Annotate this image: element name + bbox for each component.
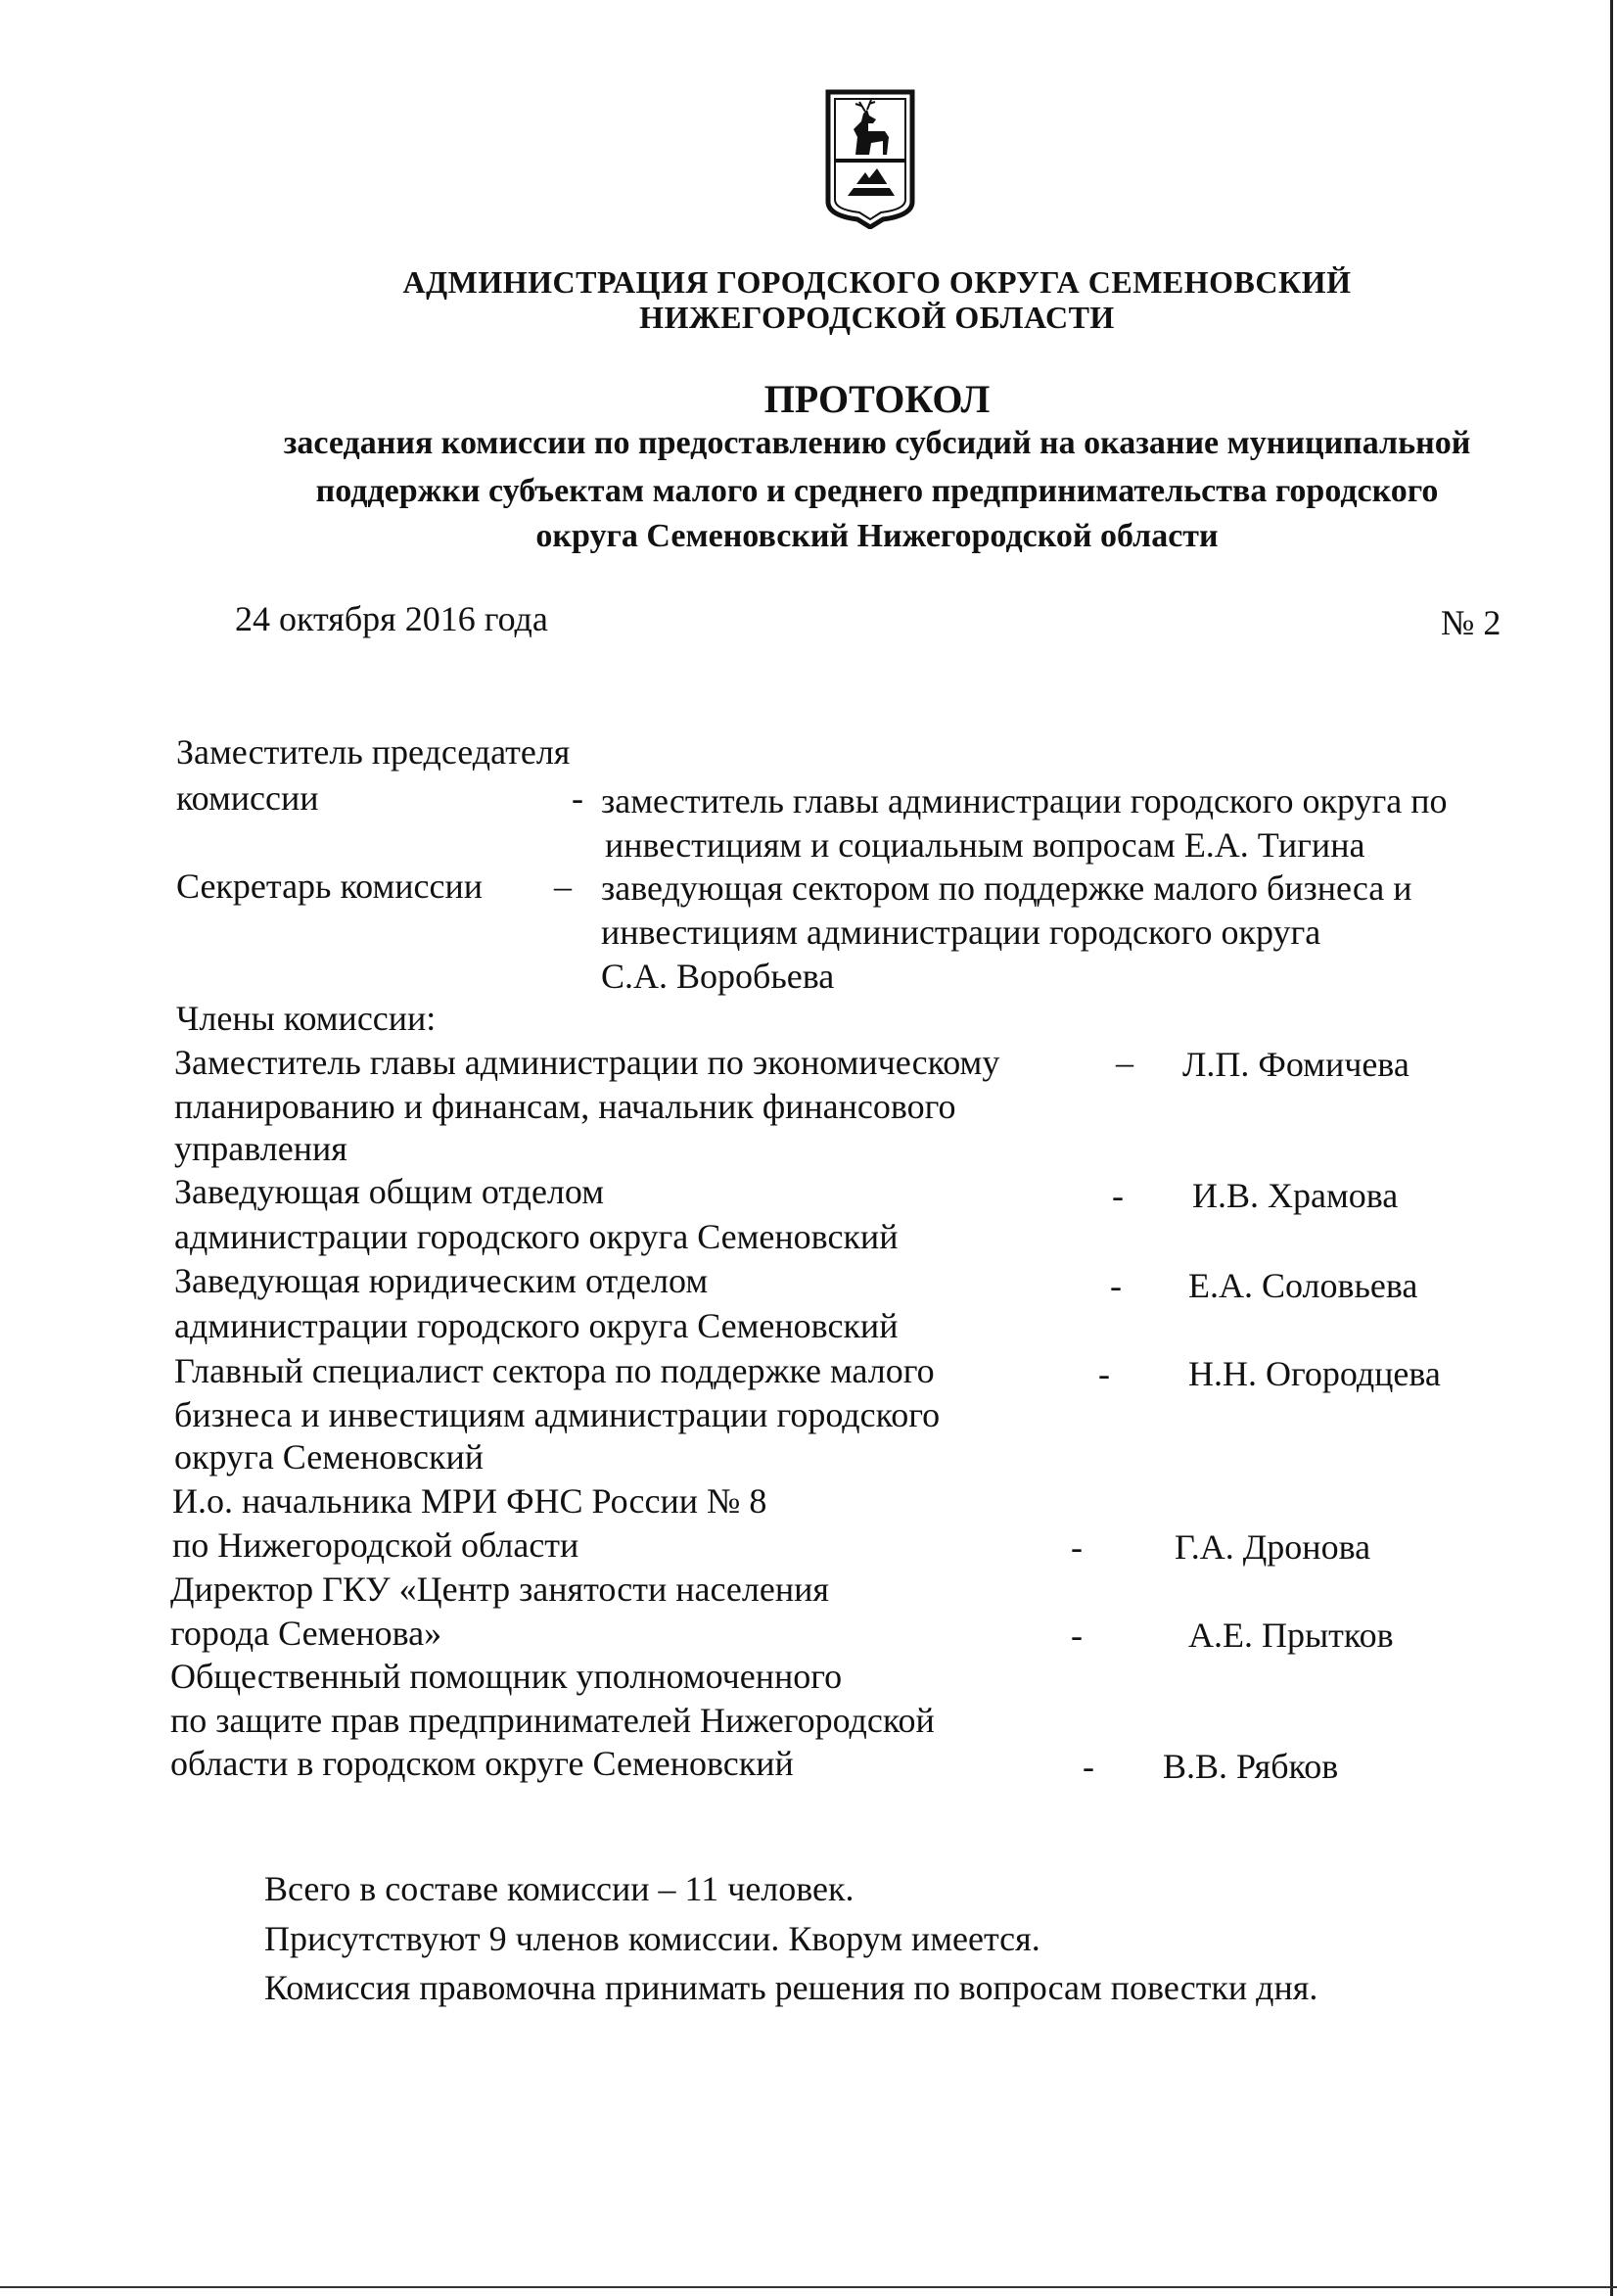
member-7-dash: - bbox=[1083, 1747, 1094, 1786]
member-1-name: Л.П. Фомичева bbox=[1182, 1045, 1409, 1084]
member-1-position-line1: Заместитель главы администрации по экономическому bbox=[174, 1043, 1000, 1082]
secretary-desc-line3: С.А. Воробьева bbox=[601, 957, 835, 996]
member-1-position-line2: планированию и финансам, начальник финансового bbox=[174, 1087, 956, 1126]
member-1-dash: – bbox=[1116, 1043, 1133, 1082]
member-4-position-line2: бизнеса и инвестициям администрации городского bbox=[174, 1395, 941, 1434]
scan-edge-bottom bbox=[0, 2286, 1617, 2288]
document-subtitle-line3: округа Семеновский Нижегородской области bbox=[535, 518, 1219, 554]
member-6-position-line2: города Семенова» bbox=[170, 1614, 442, 1653]
member-3-name: Е.А. Соловьева bbox=[1188, 1266, 1418, 1305]
member-2-name: И.В. Храмова bbox=[1192, 1176, 1399, 1215]
organization-name-line1: АДМИНИСТРАЦИЯ ГОРОДСКОГО ОКРУГА СЕМЕНОВСКИЙ bbox=[402, 264, 1352, 300]
summary-present-quorum: Присутствуют 9 членов комиссии. Кворум имеется. bbox=[264, 1919, 1040, 1958]
member-5-position-line1: И.о. начальника МРИ ФНС России № 8 bbox=[172, 1481, 767, 1521]
secretary-desc-line2: инвестициям администрации городского округа bbox=[601, 913, 1321, 952]
deputy-chair-dash: - bbox=[572, 778, 583, 818]
members-label: Члены комиссии: bbox=[176, 999, 437, 1038]
document-date: 24 октября 2016 года bbox=[235, 599, 548, 638]
member-1-position-line3: управления bbox=[174, 1129, 347, 1168]
member-6-dash: - bbox=[1071, 1616, 1083, 1655]
member-4-position-line1: Главный специалист сектора по поддержке малого bbox=[174, 1351, 935, 1390]
secretary-dash: – bbox=[554, 867, 572, 906]
member-2-dash: - bbox=[1112, 1176, 1124, 1215]
member-6-position-line1: Директор ГКУ «Центр занятости населения bbox=[170, 1570, 829, 1609]
member-4-name: Н.Н. Огородцева bbox=[1188, 1354, 1441, 1393]
member-6-name: А.Е. Прытков bbox=[1188, 1616, 1394, 1655]
member-2-position-line1: Заведующая общим отделом bbox=[174, 1172, 604, 1211]
member-3-dash: - bbox=[1110, 1266, 1122, 1305]
coat-of-arms-emblem bbox=[822, 86, 918, 229]
document-subtitle-line2: поддержки субъектам малого и среднего предпринимательства городского bbox=[315, 473, 1439, 509]
member-7-position-line2: по защите прав предпринимателей Нижегородской bbox=[170, 1701, 935, 1740]
member-7-position-line1: Общественный помощник уполномоченного bbox=[170, 1657, 843, 1696]
member-7-name: В.В. Рябков bbox=[1163, 1747, 1339, 1786]
deputy-chair-desc-line1: заместитель главы администрации городского округа по bbox=[601, 781, 1448, 820]
member-2-position-line2: администрации городского округа Семеновский bbox=[174, 1217, 899, 1256]
member-4-dash: - bbox=[1098, 1354, 1110, 1393]
member-4-position-line3: округа Семеновский bbox=[174, 1437, 485, 1476]
member-5-dash: - bbox=[1071, 1527, 1083, 1567]
member-3-position-line2: администрации городского округа Семеновский bbox=[174, 1306, 899, 1345]
deputy-chair-label-line1: Заместитель председателя bbox=[176, 732, 571, 772]
secretary-desc-line1: заведующая сектором по поддержке малого бизнеса и bbox=[601, 868, 1412, 908]
document-number: № 2 bbox=[1441, 603, 1502, 642]
deputy-chair-desc-line2: инвестициям и социальным вопросам Е.А. Тигина bbox=[605, 825, 1365, 865]
summary-total-members: Всего в составе комиссии – 11 человек. bbox=[264, 1869, 855, 1908]
member-5-position-line2: по Нижегородской области bbox=[172, 1525, 579, 1565]
document-subtitle-line1: заседания комиссии по предоставлению субсидий на оказание муниципальной bbox=[283, 425, 1471, 461]
member-7-position-line3: области в городском округе Семеновский bbox=[170, 1744, 794, 1783]
summary-competence: Комиссия правомочна принимать решения по вопросам повестки дня. bbox=[264, 1968, 1318, 2007]
organization-name-line2: НИЖЕГОРОДСКОЙ ОБЛАСТИ bbox=[639, 300, 1115, 335]
secretary-label: Секретарь комиссии bbox=[176, 867, 483, 906]
document-title: ПРОТОКОЛ bbox=[763, 377, 991, 421]
member-3-position-line1: Заведующая юридическим отделом bbox=[174, 1261, 709, 1300]
member-5-name: Г.А. Дронова bbox=[1175, 1527, 1371, 1567]
scan-edge-right bbox=[1610, 0, 1613, 2296]
deputy-chair-label-line2: комиссии bbox=[176, 778, 319, 818]
